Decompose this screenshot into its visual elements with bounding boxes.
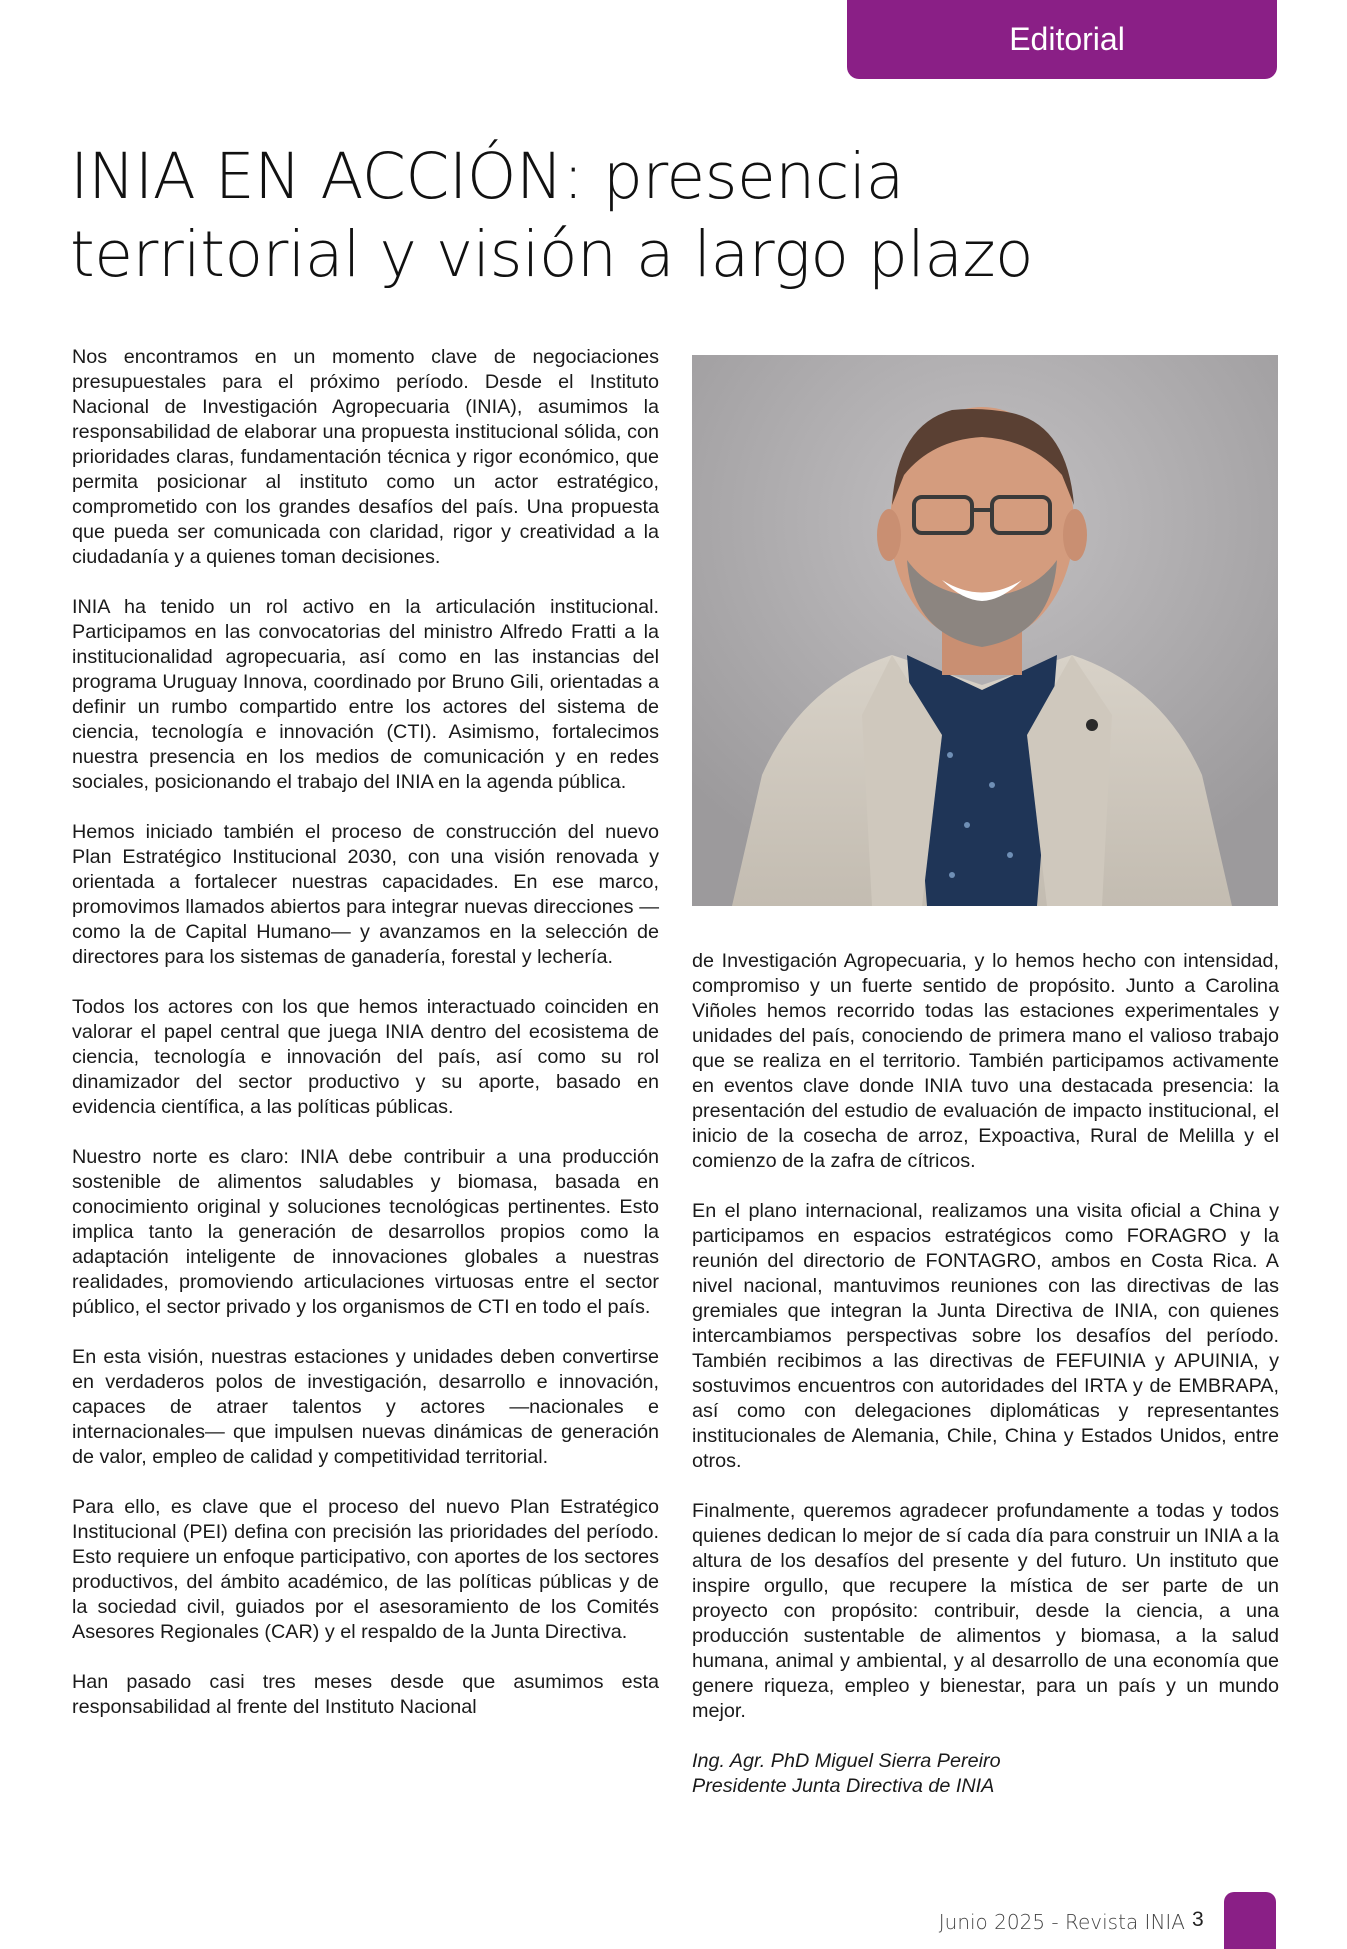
paragraph: INIA ha tenido un rol activo en la articulación institucional. Participamos en las convocatorias del ministro Alfredo Fratti a la institucionalidad agropecuaria, así como en las instancias del programa Uruguay Innova, coordinado por Bruno Gili, orientadas a definir un rumbo compartido entre los actores del sistema de ciencia, tecnología e innovación (CTI). Asimismo, fortalecimos nuestra presencia en los medios de comunicación y en redes sociales, posicionando el trabajo del INIA en la agenda pública. — [72, 596, 659, 793]
article-title — [70, 138, 1070, 294]
paragraph: Nos encontramos en un momento clave de negociaciones presupuestales para el próximo período. Desde el Instituto Nacional de Investigación Agropecuaria (INIA), asumimos la responsabilidad de elaborar una propuesta institucional sólida, con prioridades claras, fundamentación técnica y rigor económico, que permita posicionar al instituto como un actor estratégico, comprometido con los grandes desafíos del país. Una propuesta que pueda ser comunicada con claridad, rigor y creatividad a la ciudadanía y a quienes toman decisiones. — [72, 346, 659, 568]
section-tab — [847, 0, 1277, 79]
page-number: 3 — [1192, 1908, 1204, 1931]
paragraph: de Investigación Agropecuaria, y lo hemos hecho con intensidad, compromiso y un fuerte sentido de propósito. Junto a Carolina Viñoles hemos recorrido todas las estaciones experimentales y unidades del país, conociendo de primera mano el valioso trabajo que se realiza en el territorio. También participamos activamente en eventos clave donde INIA tuvo una destacada presencia: la presentación del estudio de evaluación de impacto institucional, el inicio de la cosecha de arroz, Expoactiva, Rural de Melilla y el comienzo de la zafra de cítricos. — [692, 950, 1279, 1172]
footer-issue: Junio 2025 - Revista INIA — [938, 1910, 1185, 1934]
portrait-photo — [692, 355, 1278, 906]
left-column — [72, 345, 659, 1745]
paragraph: En el plano internacional, realizamos una visita oficial a China y participamos en espacios estratégicos como FORAGRO y la reunión del directorio de FONTAGRO, ambos en Costa Rica. A nivel nacional, mantuvimos reuniones con las directivas de las gremiales que integran la Junta Directiva de INIA, con quienes intercambiamos perspectivas sobre los desafíos del período. También recibimos a las directivas de FEFUINIA y APUINIA, y sostuvimos encuentros con autoridades del IRTA y de EMBRAPA, así como con delegaciones diplomáticas y representantes institucionales de Alemania, Chile, China y Estados Unidos, entre otros. — [692, 1200, 1279, 1472]
title-line-2: territorial y visión a largo plazo — [70, 218, 1034, 291]
paragraph: En esta visión, nuestras estaciones y unidades deben convertirse en verdaderos polos de investigación, desarrollo e innovación, capaces de atraer talentos y actores —nacionales e internacionales— que impulsen nuevas dinámicas de generación de valor, empleo de calidad y competitividad territorial. — [72, 1346, 659, 1468]
page-tab — [1224, 1892, 1276, 1949]
paragraph: Finalmente, queremos agradecer profundamente a todas y todos quienes dedican lo mejor de sí cada día para construir un INIA a la altura de los desafíos del presente y del futuro. Un instituto que inspire orgullo, que recupere la mística de ser parte de un proyecto con propósito: contribuir, desde la ciencia, a una producción sustentable de alimentos y biomasa, a la salud humana, animal y ambiental, y al desarrollo de una economía que genere riqueza, empleo y bienestar, para un país y un mundo mejor. — [692, 1500, 1279, 1722]
signature-name: Ing. Agr. PhD Miguel Sierra Pereiro — [692, 1750, 1001, 1772]
paragraph: Nuestro norte es claro: INIA debe contribuir a una producción sostenible de alimentos saludables y biomasa, basada en conocimiento original y soluciones tecnológicas pertinentes. Esto implica tanto la generación de desarrollos propios como la adaptación inteligente de innovaciones globales a nuestras realidades, promoviendo articulaciones virtuosas entre el sector público, el sector privado y los organismos de CTI en todo el país. — [72, 1146, 659, 1318]
paragraph: Hemos iniciado también el proceso de construcción del nuevo Plan Estratégico Institucional 2030, con una visión renovada y orientada a fortalecer nuestras capacidades. En ese marco, promovimos llamados abiertos para integrar nuevas direcciones —como la de Capital Humano— y avanzamos en la selección de directores para los sistemas de ganadería, forestal y lechería. — [72, 821, 659, 968]
signature-role: Presidente Junta Directiva de INIA — [692, 1775, 995, 1797]
paragraph: Han pasado casi tres meses desde que asumimos esta responsabilidad al frente del Instituto Nacional — [72, 1671, 659, 1718]
section-label: Editorial — [1009, 21, 1125, 57]
paragraph: Para ello, es clave que el proceso del nuevo Plan Estratégico Institucional (PEI) defina con precisión las prioridades del período. Esto requiere un enfoque participativo, con aportes de los sectores productivos, del ámbito académico, de las políticas públicas y de la sociedad civil, guiados por el asesoramiento de los Comités Asesores Regionales (CAR) y el respaldo de la Junta Directiva. — [72, 1496, 659, 1643]
paragraph: Todos los actores con los que hemos interactuado coinciden en valorar el papel central que juega INIA dentro del ecosistema de ciencia, tecnología e innovación del país, así como su rol dinamizador del sector productivo y su aporte, basado en evidencia científica, a las políticas públicas. — [72, 996, 659, 1118]
title-line-1: INIA EN ACCIÓN: presencia — [70, 140, 904, 213]
portrait-illustration — [692, 355, 1278, 906]
signature — [692, 1749, 1279, 1799]
right-column — [692, 949, 1279, 1799]
